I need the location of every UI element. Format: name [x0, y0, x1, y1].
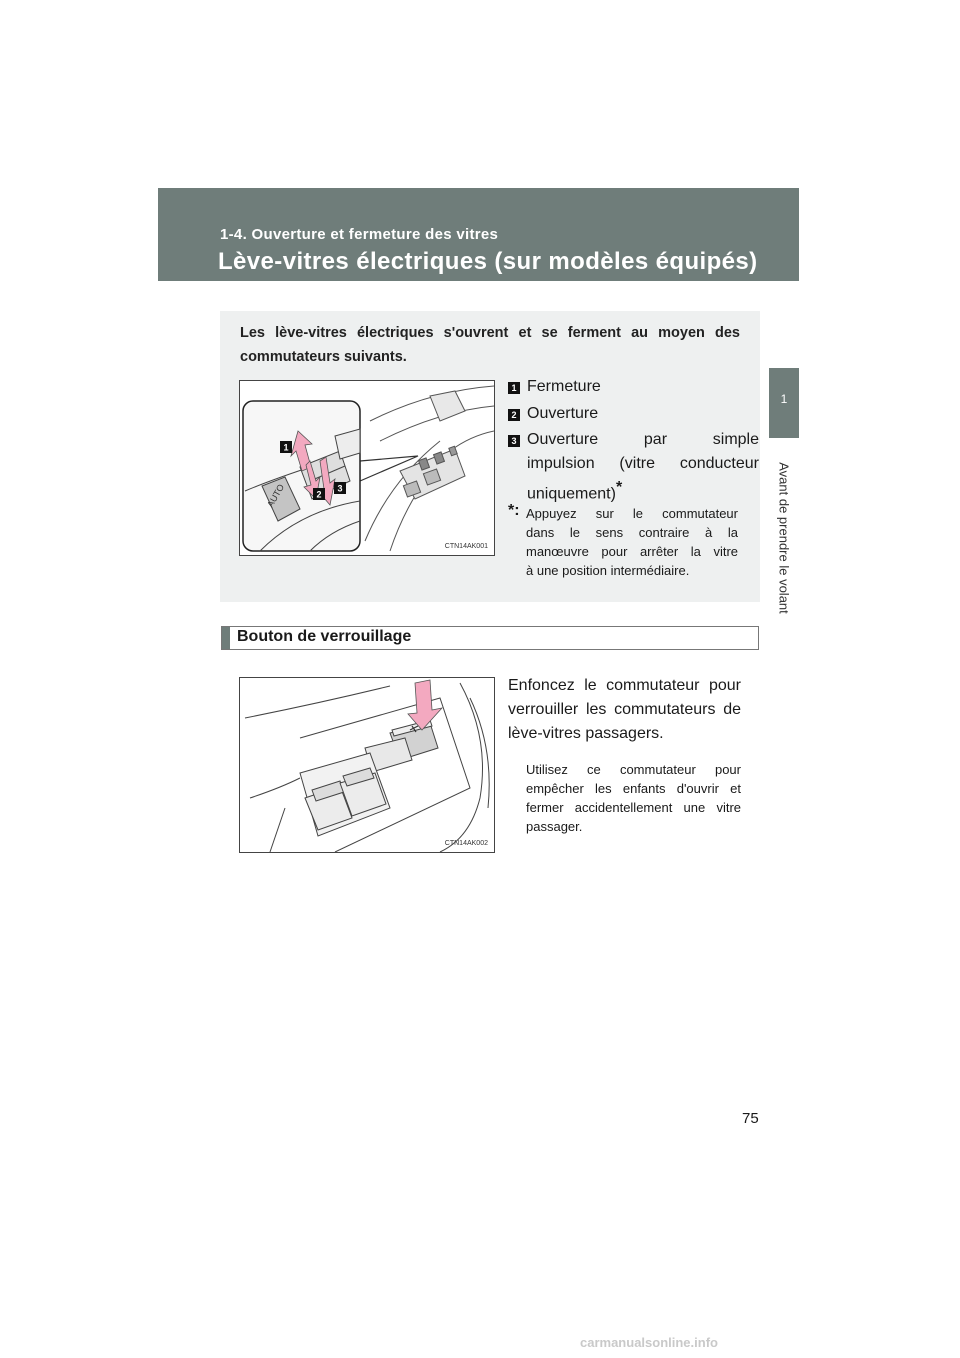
figure-window-switch: [239, 380, 495, 556]
subsection-heading: [221, 626, 759, 650]
item-2-text: Ouverture: [527, 405, 599, 422]
footnote-line-2: dans le sens contraire à la: [526, 525, 738, 540]
lock-note-line-4: passager.: [526, 819, 583, 834]
item-3-line-3-text: uniquement): [527, 485, 616, 503]
window-switch-illustration: [240, 381, 494, 555]
intro-text: [240, 321, 740, 369]
footnote-text: [526, 504, 738, 580]
footnote-line-1: Appuyez sur le commutateur: [526, 506, 738, 521]
press-arrow-icon: [408, 680, 442, 730]
callout-2: 2: [316, 489, 322, 500]
item-3-line-3: [527, 476, 759, 506]
callout-1: 1: [283, 442, 289, 453]
figure-lock-switch: [239, 677, 495, 853]
lock-instruction-line-3: lève-vitres passagers.: [508, 725, 664, 742]
section-title: 1-4. Ouverture et fermeture des vitres: [220, 226, 499, 243]
lock-note-line-1: Utilisez ce commutateur pour: [526, 762, 741, 777]
page-title: Lève-vitres électriques (sur modèles équipés): [218, 248, 758, 275]
callout-3: 3: [337, 483, 343, 494]
lock-instruction: [508, 674, 741, 746]
item-3-line-2: impulsion (vitre conducteur: [527, 455, 759, 472]
item-3-line-1: Ouverture par simple: [527, 431, 759, 448]
intro-line-1: Les lève-vitres électriques s'ouvrent et se ferment au moyen des: [240, 325, 740, 341]
chapter-title: Avant de prendre le volant: [776, 462, 792, 614]
item-3-text: [527, 428, 759, 506]
item-1-number: 1: [508, 382, 520, 394]
watermark: carmanualsonline.info: [580, 1335, 718, 1350]
subsection-title: Bouton de verrouillage: [237, 628, 412, 645]
item-1-text: Fermeture: [527, 378, 601, 395]
item-2-number: 2: [508, 409, 520, 421]
chapter-number: 1: [780, 392, 788, 406]
lock-note-line-2: empêcher les enfants d'ouvrir et: [526, 781, 741, 796]
lock-instruction-line-2: verrouiller les commutateurs de: [508, 701, 741, 718]
footnote-line-4: à une position intermédiaire.: [526, 563, 690, 578]
chapter-label: [767, 448, 801, 628]
intro-line-2: commutateurs suivants.: [240, 349, 407, 365]
footnote-star: *:: [508, 502, 520, 519]
lock-note: [526, 760, 741, 836]
figure-1-code: CTN14AK001: [444, 543, 488, 550]
auto-button-label: AUTO: [265, 482, 287, 509]
page-number: 75: [742, 1110, 759, 1127]
page-header: [158, 188, 799, 281]
lock-note-line-3: fermer accidentellement une vitre: [526, 800, 741, 815]
lock-switch-illustration: [240, 678, 494, 852]
footnote-marker: *: [615, 479, 623, 496]
figure-2-code: CTN14AK002: [444, 840, 488, 847]
footnote-line-3: manœuvre pour arrêter la vitre: [526, 544, 738, 559]
item-3-number: 3: [508, 435, 520, 447]
heading-accent-bar: [222, 627, 230, 649]
chapter-tab[interactable]: [769, 368, 799, 438]
lock-instruction-line-1: Enfoncez le commutateur pour: [508, 677, 741, 694]
